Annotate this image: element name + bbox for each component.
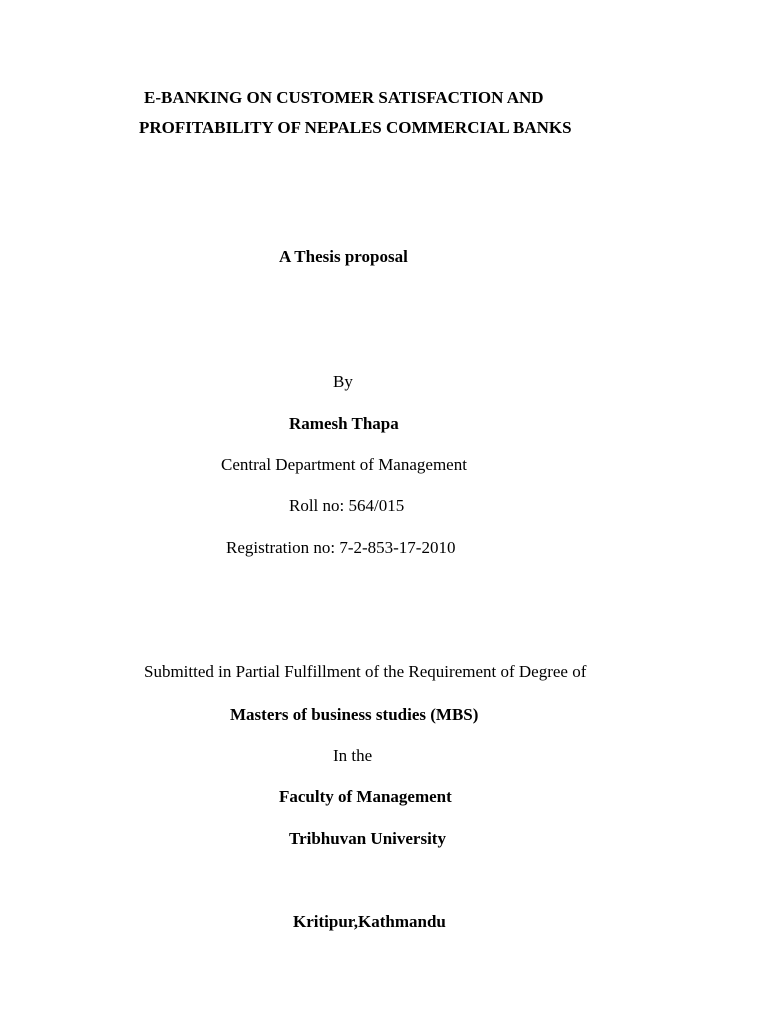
by-label: By	[333, 372, 353, 391]
degree-name: Masters of business studies (MBS)	[230, 705, 479, 724]
registration-number: Registration no: 7-2-853-17-2010	[226, 538, 456, 557]
roll-number: Roll no: 564/015	[289, 496, 405, 515]
faculty-name: Faculty of Management	[279, 787, 452, 806]
title-line-2: PROFITABILITY OF NEPALES COMMERCIAL BANKS	[139, 118, 572, 137]
in-the-label: In the	[333, 746, 373, 765]
title-line-1: E-BANKING ON CUSTOMER SATISFACTION AND	[144, 88, 544, 107]
university-name: Tribhuvan University	[289, 829, 446, 848]
department: Central Department of Management	[221, 455, 467, 474]
location: Kritipur,Kathmandu	[293, 912, 446, 931]
submission-statement: Submitted in Partial Fulfillment of the Requirement of Degree of	[144, 662, 587, 681]
document-type: A Thesis proposal	[279, 247, 408, 266]
author-name: Ramesh Thapa	[289, 414, 399, 433]
